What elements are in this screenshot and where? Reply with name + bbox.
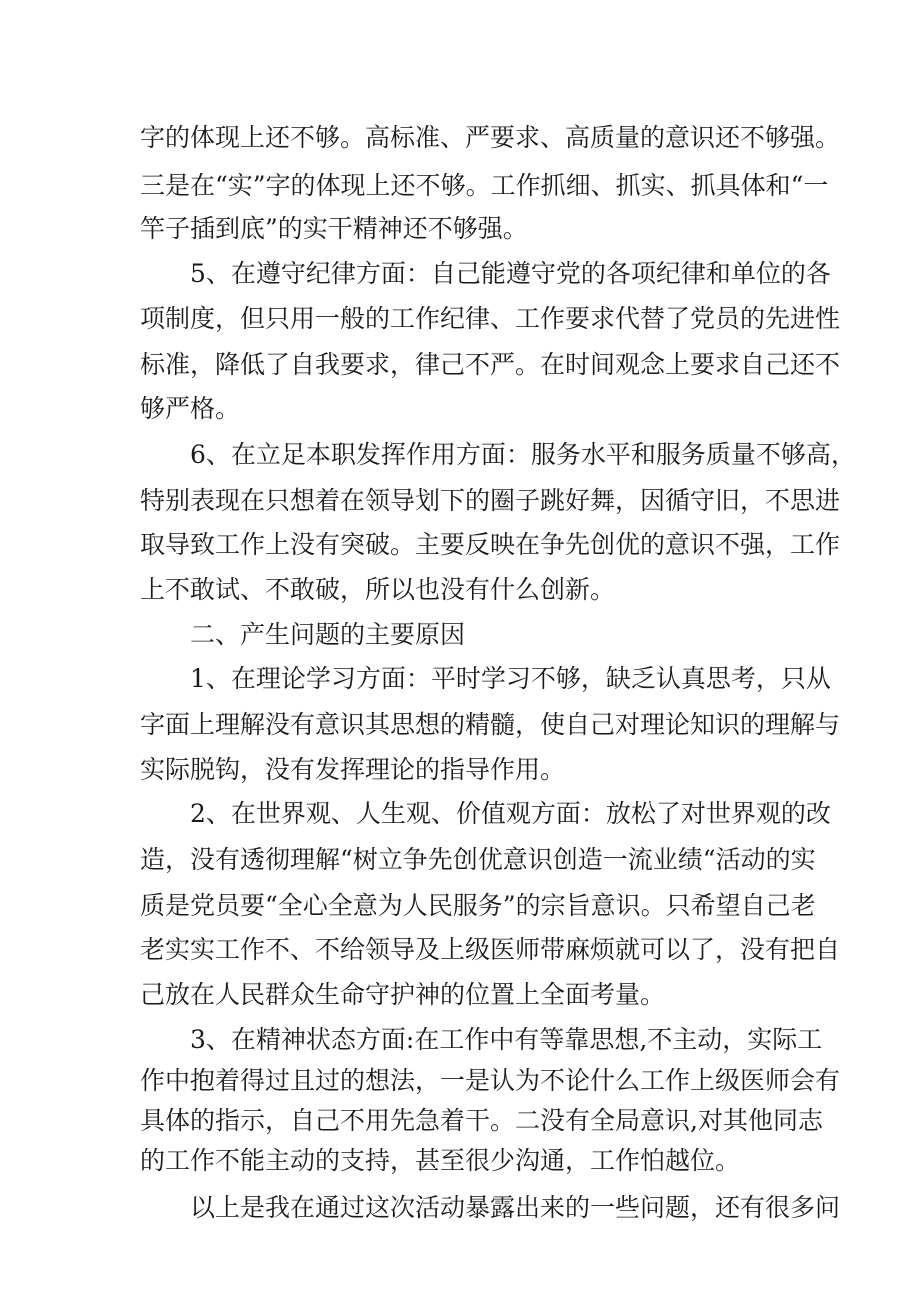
section-heading: 二、产生问题的主要原因 xyxy=(190,620,466,649)
text-line: 标准，降低了自我要求，律己不严。在时间观念上要求自己还不 xyxy=(140,350,841,379)
text-line: 三是在“实”字的体现上还不够。工作抓细、抓实、抓具体和“一 xyxy=(140,171,829,200)
text-line: 6、在立足本职发挥作用方面：服务水平和服务质量不够高， xyxy=(190,440,856,469)
text-line: 特别表现在只想着在领导划下的圈子跳好舞，因循守旧，不思进 xyxy=(140,486,841,515)
text-line: 质是党员要“全心全意为人民服务”的宗旨意识。只希望自己老 xyxy=(140,891,816,920)
text-line: 的工作不能主动的支持，甚至很少沟通，工作怕越位。 xyxy=(140,1146,741,1175)
text-line: 项制度，但只用一般的工作纪律、工作要求代替了党员的先进性 xyxy=(140,304,841,333)
text-line: 竿子插到底”的实干精神还不够强。 xyxy=(140,214,528,243)
text-line: 上不敢试、不敢破，所以也没有什么创新。 xyxy=(140,575,616,604)
text-line: 1、在理论学习方面：平时学习不够，缺乏认真思考，只从 xyxy=(190,664,831,693)
text-line: 老实实工作不、不给领导及上级医师带麻烦就可以了，没有把自 xyxy=(140,935,841,964)
text-line: 字的体现上还不够。高标准、严要求、高质量的意识还不够强。 xyxy=(140,123,841,152)
text-line: 2、在世界观、人生观、价值观方面：放松了对世界观的改 xyxy=(190,799,831,828)
text-line: 造，没有透彻理解“树立争先创优意识创造一流业绩“活动的实 xyxy=(140,845,816,874)
text-line: 字面上理解没有意识其思想的精髓，使自己对理论知识的理解与 xyxy=(140,710,841,739)
text-line: 3、在精神状态方面:在工作中有等靠思想,不主动，实际工 xyxy=(190,1025,823,1054)
text-line: 5、在遵守纪律方面：自己能遵守党的各项纪律和单位的各 xyxy=(190,259,831,288)
text-line: 以上是我在通过这次活动暴露出来的一些问题，还有很多问 xyxy=(190,1193,841,1222)
text-line: 具体的指示，自己不用先急着干。二没有全局意识,对其他同志 xyxy=(140,1106,823,1135)
text-line: 己放在人民群众生命守护神的位置上全面考量。 xyxy=(140,980,666,1009)
text-line: 取导致工作上没有突破。主要反映在争先创优的意识不强，工作 xyxy=(140,530,841,559)
text-line: 实际脱钩，没有发挥理论的指导作用。 xyxy=(140,755,566,784)
text-line: 够严格。 xyxy=(140,394,241,423)
text-line: 作中抱着得过且过的想法，一是认为不论什么工作上级医师会有 xyxy=(140,1066,841,1095)
